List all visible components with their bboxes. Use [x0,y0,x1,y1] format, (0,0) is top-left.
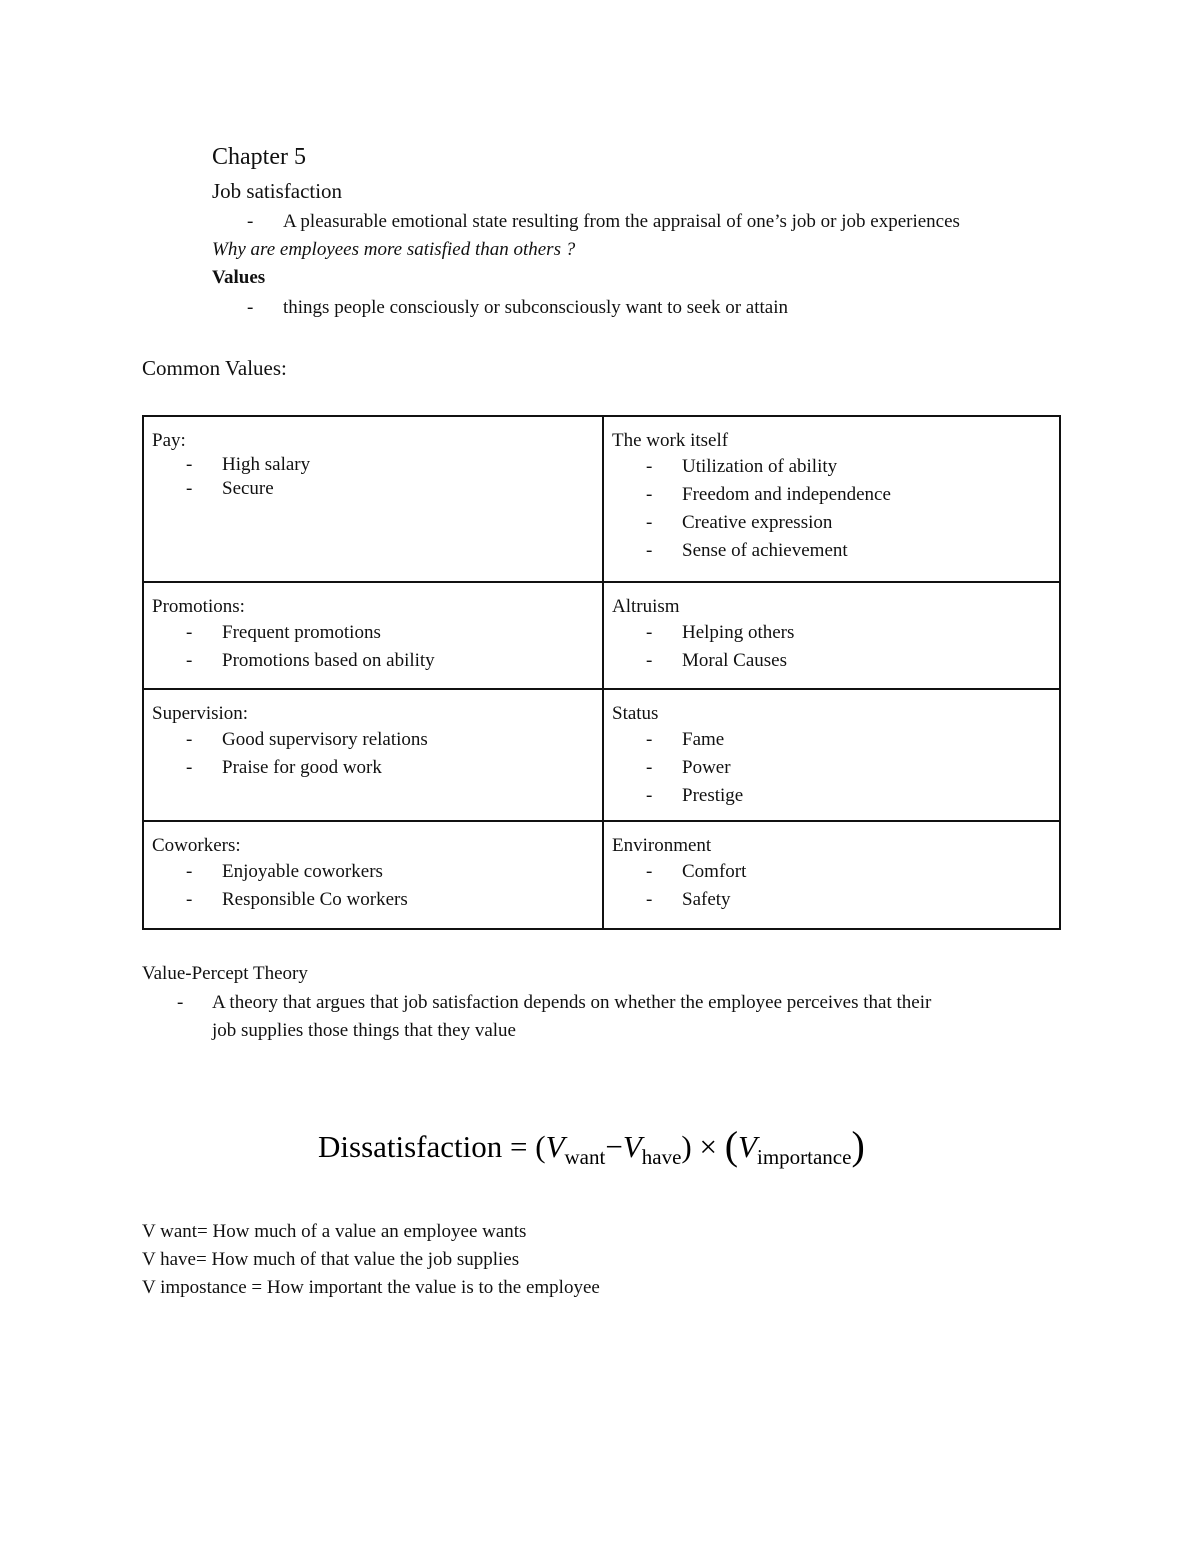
cell-heading: Altruism [612,596,680,617]
dissatisfaction-equation: Dissatisfaction = $(V_{want}-V_{have}) \times (V_{importance})$ [318,1123,865,1169]
common-values-label: Common Values: [142,356,287,380]
list-item: - Fame [646,729,725,750]
table-cell-altruism [603,582,1060,689]
table-cell-pay [143,416,603,582]
list-item: - Comfort [646,861,747,882]
cell-heading: Promotions: [152,596,245,617]
cell-heading: Environment [612,835,712,856]
chapter-title: Chapter 5 [212,144,306,170]
cell-heading: Supervision: [152,703,249,724]
common-values-table [142,415,1061,930]
theory-description-line-1: A theory that argues that job satisfaction depends on whether the employee perceives that their [212,992,932,1013]
values-heading: Values [212,267,266,288]
list-item: - Safety [646,889,731,910]
list-item: - Helping others [646,622,795,643]
table-row [143,689,1060,821]
list-item: - Good supervisory relations [186,729,428,750]
job-satisfaction-definition: A pleasurable emotional state resulting from the appraisal of one’s job or job experiences [283,211,960,232]
cell-heading: Status [612,703,659,724]
cell-heading: Pay: [152,430,186,451]
table-row [143,821,1060,929]
table-row [143,582,1060,689]
dash-bullet: - [247,297,254,318]
v-want-definition: V want= How much of a value an employee wants [142,1221,527,1242]
table-row [143,416,1060,582]
values-definition: things people consciously or subconsciously want to seek or attain [283,297,788,318]
cell-heading: The work itself [612,430,729,451]
list-item: - Frequent promotions [186,622,381,643]
cell-heading: Coworkers: [152,835,241,856]
dash-bullet: - [247,211,254,232]
list-item: - Responsible Co workers [186,889,408,910]
list-item: - Moral Causes [646,650,788,671]
question-line: Why are employees more satisfied than others ? [212,239,576,260]
list-item: - Prestige [646,785,744,806]
list-item: - Utilization of ability [646,456,838,477]
list-item: - Creative expression [646,512,833,533]
table-cell-work-itself [603,416,1060,582]
table-cell-status [603,689,1060,821]
table-cell-supervision [143,689,603,821]
list-item: - Freedom and independence [646,484,891,505]
table-cell-promotions [143,582,603,689]
topic-heading: Job satisfaction [212,179,343,203]
v-importance-definition: V impostance = How important the value is to the employee [142,1277,600,1298]
list-item: - High salary [186,454,311,475]
list-item: - Secure [186,478,274,499]
theory-title: Value-Percept Theory [142,963,308,984]
list-item: - Promotions based on ability [186,650,435,671]
table-cell-environment [603,821,1060,929]
dash-bullet: - [177,992,184,1013]
list-item: - Enjoyable coworkers [186,861,383,882]
list-item: - Power [646,757,731,778]
list-item: - Praise for good work [186,757,382,778]
v-have-definition: V have= How much of that value the job supplies [142,1249,520,1270]
theory-description-line-2: job supplies those things that they value [212,1020,516,1041]
list-item: - Sense of achievement [646,540,848,561]
table-cell-coworkers [143,821,603,929]
